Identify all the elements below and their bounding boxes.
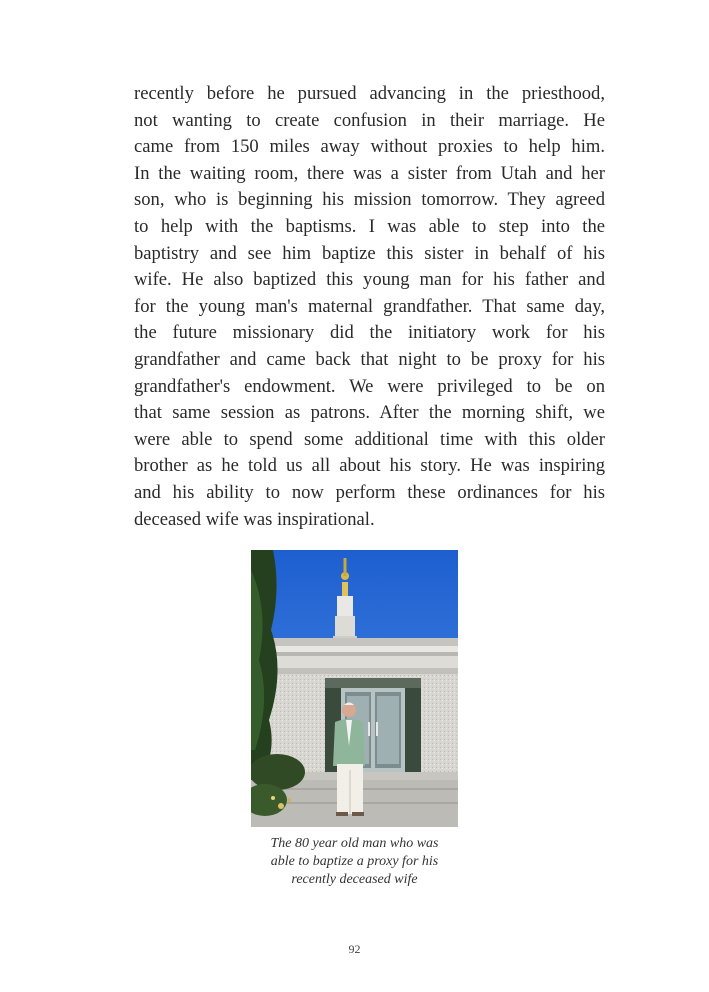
body-line: the future missionary did the initiatory work for his: [134, 322, 605, 344]
body-line: for the young man's maternal grandfather. That same day,: [134, 295, 605, 317]
body-line: not wanting to create confusion in their marriage. He: [134, 109, 605, 131]
photo-caption: [240, 835, 469, 889]
body-line: brother as he told us all about his story. He was inspiring: [134, 455, 605, 477]
page-number: 92: [348, 942, 361, 956]
body-paragraph: [134, 81, 605, 533]
body-line: and his ability to now perform these ordinances for his: [134, 481, 605, 503]
body-line: to help with the baptisms. I was able to step into the: [134, 215, 605, 237]
caption-line: able to baptize a proxy for his: [270, 854, 439, 869]
body-line: baptistry and see him baptize this sister in behalf of his: [134, 242, 605, 264]
temple-photo-illustration: [251, 550, 458, 827]
body-line: grandfather and came back that night to be proxy for his: [134, 348, 605, 370]
body-line: recently before he pursued advancing in the priesthood,: [134, 83, 605, 104]
body-line: that same session as patrons. After the morning shift, we: [134, 402, 605, 424]
body-line: In the waiting room, there was a sister from Utah and her: [134, 162, 605, 184]
temple-photo: [251, 550, 458, 827]
body-line: wife. He also baptized this young man for his father and: [134, 269, 605, 291]
caption-line: recently deceased wife: [291, 872, 418, 887]
body-line: grandfather's endowment. We were privileged to be on: [134, 375, 605, 397]
body-line: came from 150 miles away without proxies to help him.: [134, 136, 605, 158]
body-line: deceased wife was inspirational.: [134, 508, 375, 530]
body-line: were able to spend some additional time with this older: [134, 428, 605, 450]
body-line: son, who is beginning his mission tomorrow. They agreed: [134, 189, 605, 211]
caption-line: The 80 year old man who was: [270, 836, 439, 851]
